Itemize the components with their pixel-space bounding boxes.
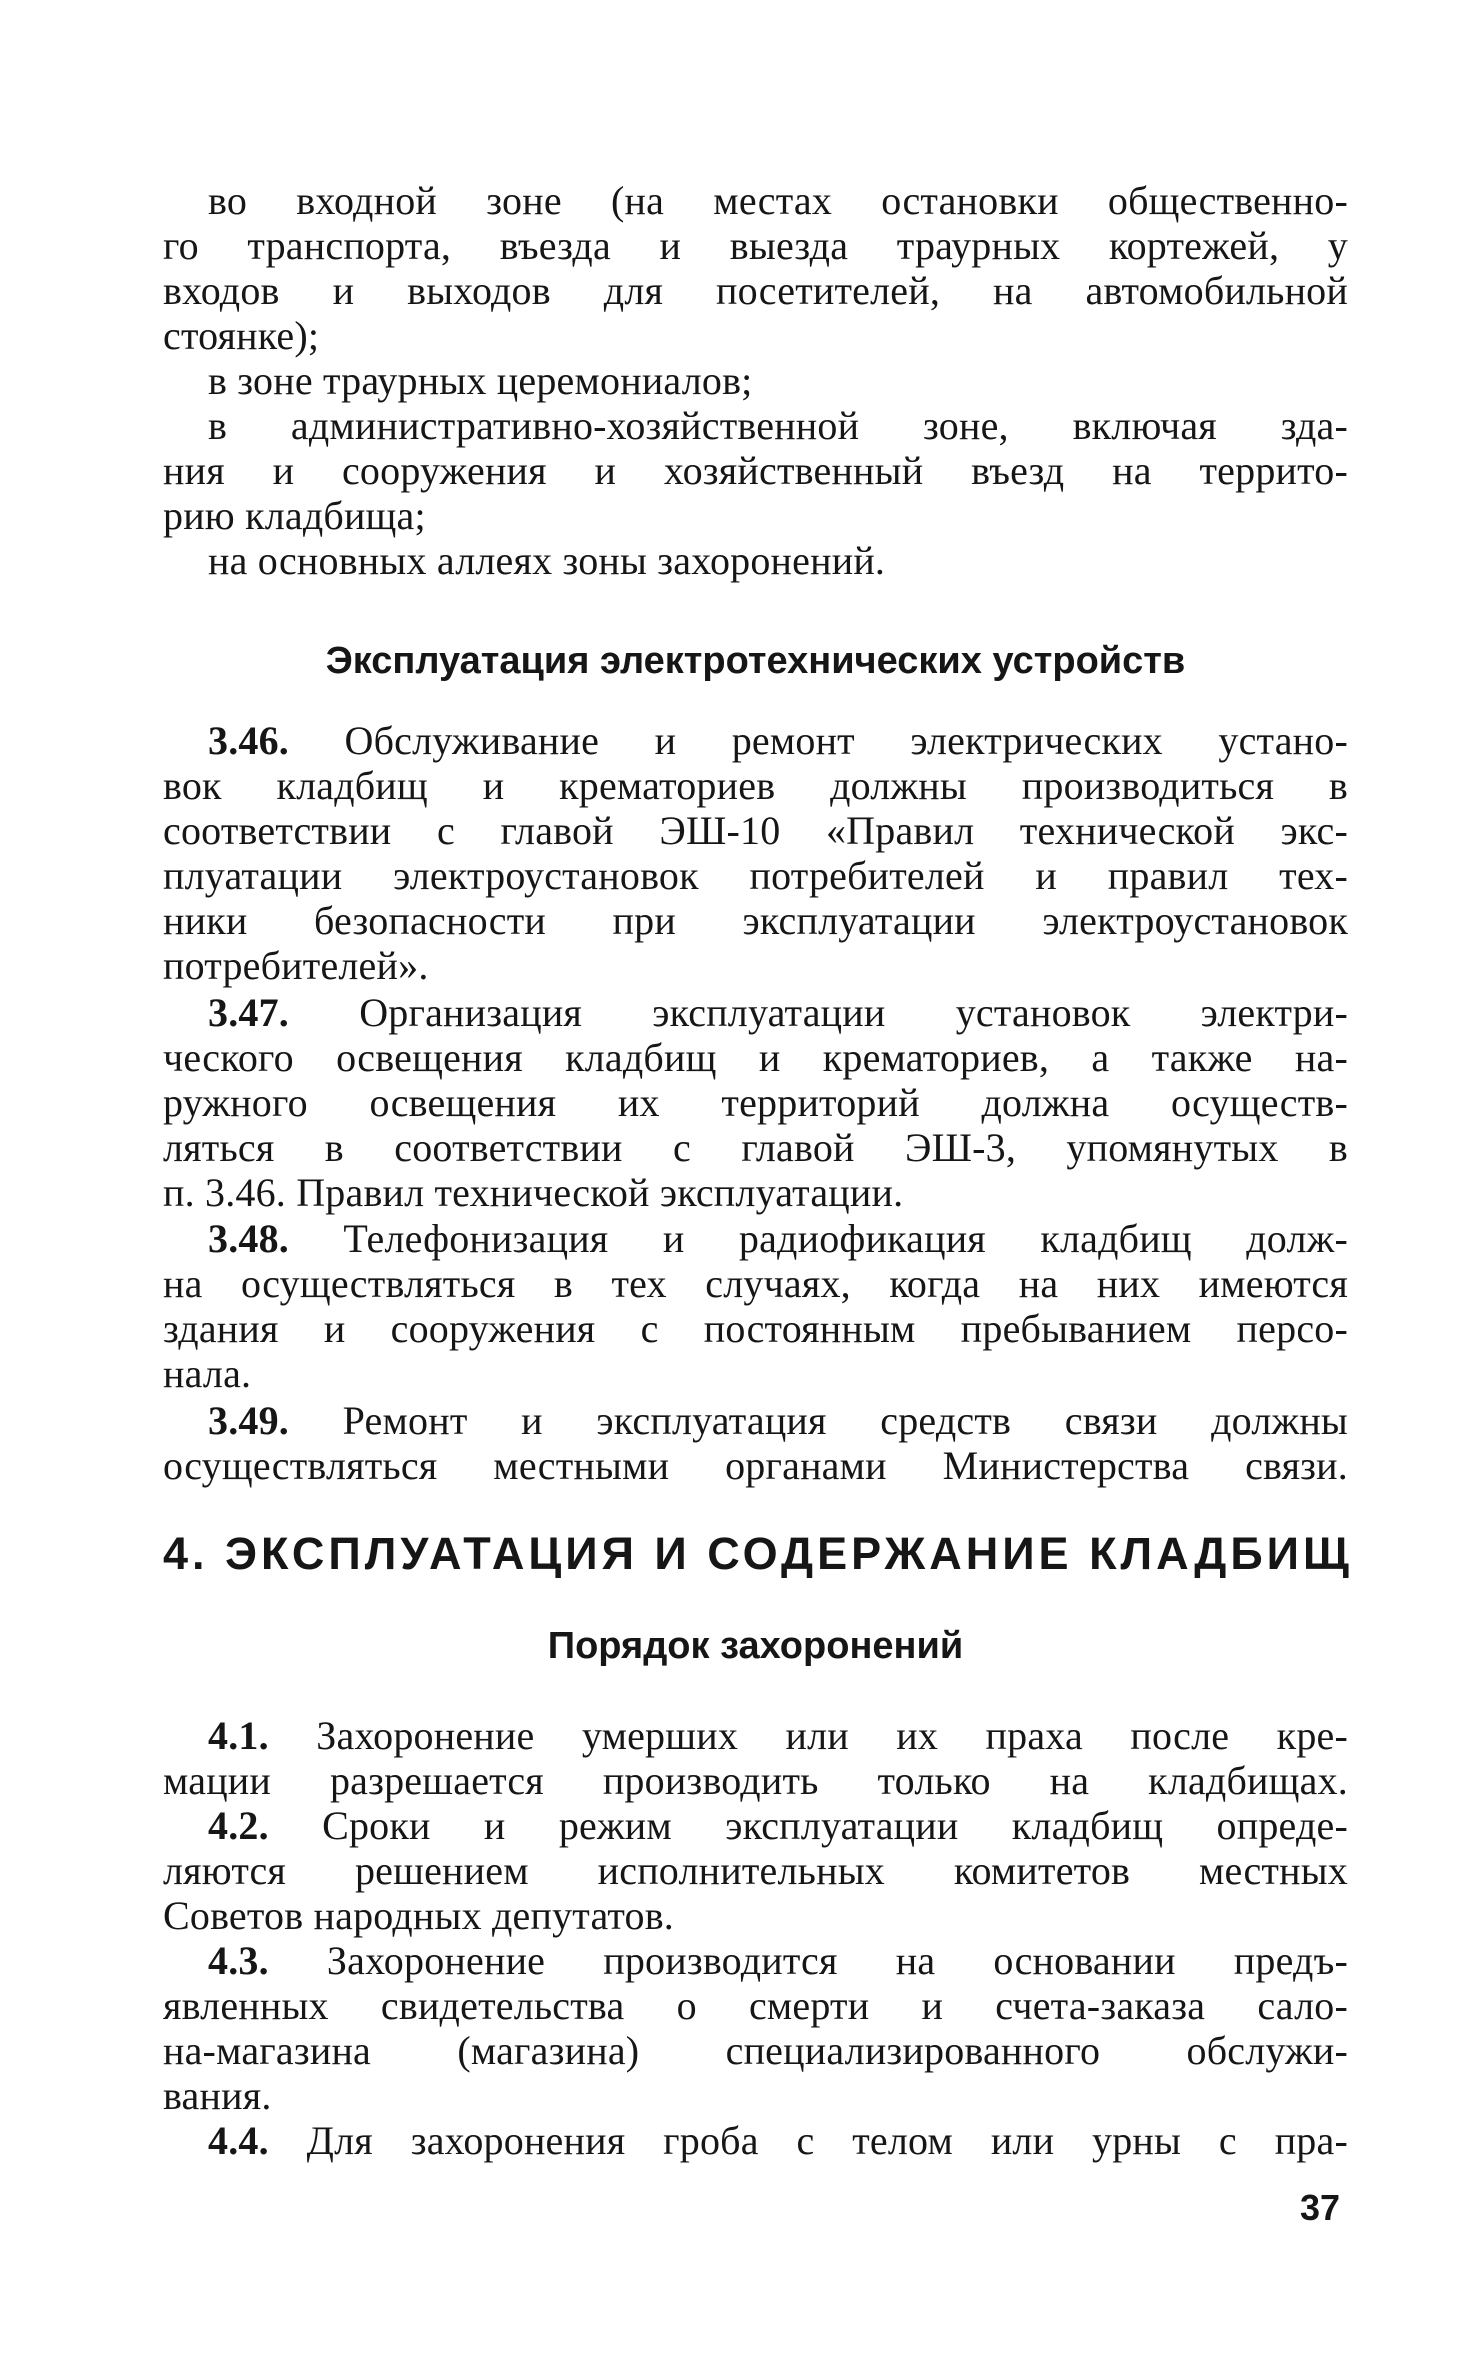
text-line: ляться в соответствии с главой ЭШ-3, упомянутых в	[163, 1125, 1348, 1170]
paragraph-4-4	[163, 2118, 1348, 2163]
text-line: вания.	[163, 2073, 272, 2118]
text-line: ружного освещения их территорий должна осуществ-	[163, 1080, 1348, 1125]
paragraph-3-46	[163, 718, 1348, 988]
text-line: вок кладбищ и крематориев должны производиться в	[163, 763, 1348, 808]
paragraph-4-3	[163, 1938, 1348, 2118]
text-line: го транспорта, въезда и выезда траурных кортежей, у	[163, 223, 1348, 268]
paragraph-3-47	[163, 990, 1348, 1215]
paragraph-number: 4.4.	[208, 2118, 269, 2163]
intro-list	[163, 178, 1348, 583]
text-line: Советов народных депутатов.	[163, 1893, 675, 1938]
text-line: ляются решением исполнительных комитетов местных	[163, 1848, 1348, 1893]
text-span: Захоронение производится на основании предъ-	[268, 1938, 1348, 1983]
paragraph-3-48	[163, 1216, 1348, 1396]
text-line: на-магазина (магазина) специализированного обслужи-	[163, 2028, 1348, 2073]
text-line: мации разрешается производить только на кладбищах.	[163, 1758, 1348, 1803]
text-span: Захоронение умерших или их праха после кре-	[268, 1713, 1348, 1758]
text-line	[163, 1398, 1348, 1443]
text-line	[163, 2118, 1348, 2163]
text-line: во входной зоне (на местах остановки общественно-	[208, 178, 1348, 223]
text-span: Ремонт и эксплуатация средств связи должны	[289, 1398, 1348, 1443]
text-line: потребителей».	[163, 943, 429, 988]
paragraph-number: 4.2.	[208, 1803, 269, 1848]
text-line	[163, 1938, 1348, 1983]
text-line: рию кладбища;	[163, 493, 426, 538]
paragraph-4-1	[163, 1713, 1348, 1803]
text-span: Для захоронения гроба с телом или урны с пра-	[268, 2118, 1348, 2163]
text-line	[163, 718, 1348, 763]
text-span: Сроки и режим эксплуатации кладбищ опреде-	[268, 1803, 1348, 1848]
chapter-heading: 4. ЭКСПЛУАТАЦИЯ И СОДЕРЖАНИЕ КЛАДБИЩ	[163, 1528, 1353, 1579]
page-number: 37	[1299, 2187, 1340, 2228]
text-line	[163, 990, 1348, 1035]
text-line: ческого освещения кладбищ и крематориев, а также на-	[163, 1035, 1348, 1080]
paragraph-3-49	[163, 1398, 1348, 1488]
paragraph-number: 4.1.	[208, 1713, 269, 1758]
text-line: на основных аллеях зоны захоронений.	[208, 538, 886, 583]
paragraph-number: 3.46.	[208, 718, 289, 763]
text-line: явленных свидетельства о смерти и счета-заказа сало-	[163, 1983, 1348, 2028]
paragraph-number: 3.48.	[208, 1216, 289, 1261]
text-line: п. 3.46. Правил технической эксплуатации.	[163, 1170, 904, 1215]
text-line: соответствии с главой ЭШ-10 «Правил технической экс-	[163, 808, 1348, 853]
text-line: нала.	[163, 1351, 252, 1396]
text-line: ники безопасности при эксплуатации электроустановок	[163, 898, 1348, 943]
text-line: плуатации электроустановок потребителей и правил тех-	[163, 853, 1348, 898]
section-heading: Эксплуатация электротехнических устройств	[325, 640, 1186, 682]
text-span: Организация эксплуатации установок электри-	[289, 990, 1348, 1035]
text-line: на осуществляться в тех случаях, когда на них имеются	[163, 1261, 1348, 1306]
text-line	[163, 1216, 1348, 1261]
text-line	[163, 1803, 1348, 1848]
text-line: здания и сооружения с постоянным пребыванием персо-	[163, 1306, 1348, 1351]
text-line	[163, 1713, 1348, 1758]
text-span: Обслуживание и ремонт электрических устано-	[289, 718, 1348, 763]
text-line: стоянке);	[163, 313, 320, 358]
text-line: ния и сооружения и хозяйственный въезд на террито-	[163, 448, 1348, 493]
text-line: в зоне траурных церемониалов;	[208, 358, 753, 403]
section-heading: Порядок захоронений	[547, 1625, 964, 1667]
paragraph-4-2	[163, 1803, 1348, 1938]
text-span: Телефонизация и радиофикация кладбищ долж-	[289, 1216, 1348, 1261]
paragraph-number: 4.3.	[208, 1938, 269, 1983]
text-line: осуществляться местными органами Министерства связи.	[163, 1443, 1348, 1488]
paragraph-number: 3.49.	[208, 1398, 289, 1443]
paragraph-number: 3.47.	[208, 990, 289, 1035]
text-line: входов и выходов для посетителей, на автомобильной	[163, 268, 1348, 313]
text-line: в административно-хозяйственной зоне, включая зда-	[208, 403, 1348, 448]
